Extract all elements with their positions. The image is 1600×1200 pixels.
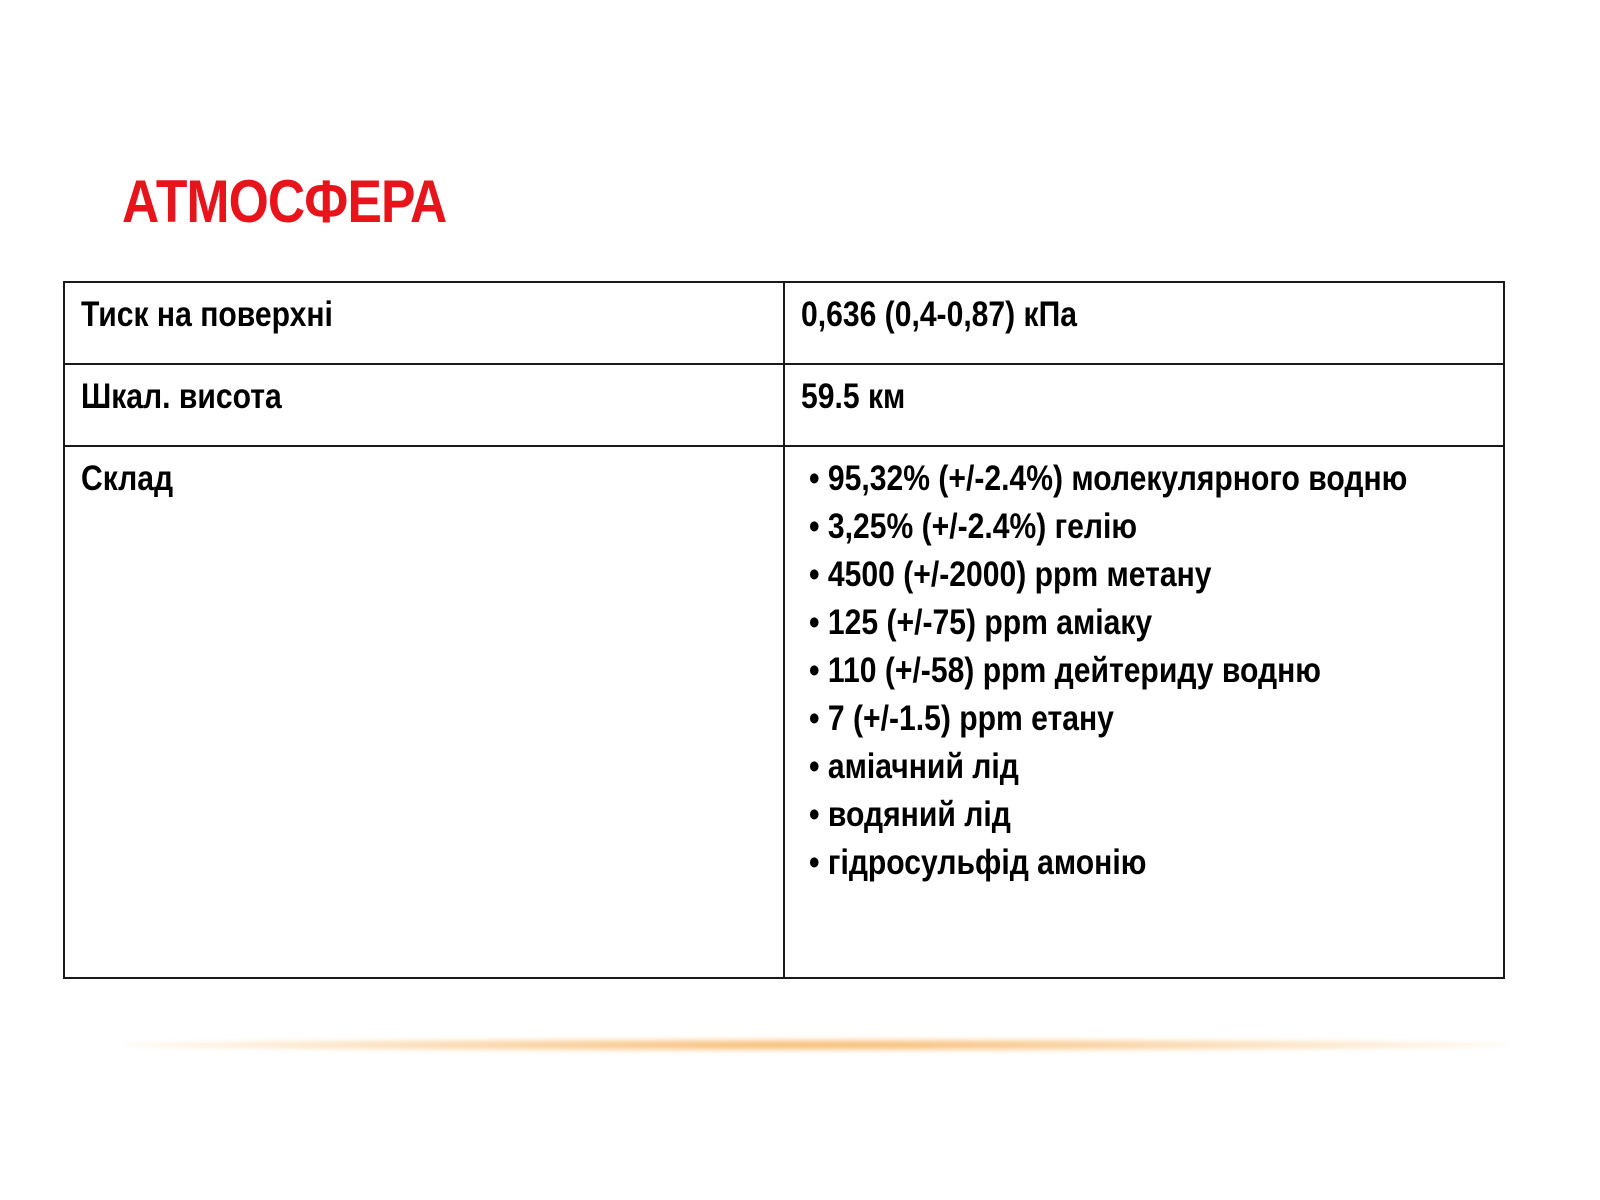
atmosphere-table	[63, 281, 1505, 979]
slide-title: АТМОСФЕРА	[122, 168, 447, 235]
bullet-icon: •	[809, 699, 820, 738]
scale-height-label: Шкал. висота	[81, 377, 282, 416]
table-cell-value	[784, 446, 1504, 978]
table-cell-value	[784, 282, 1504, 364]
composition-list	[801, 459, 1487, 891]
bullet-icon: •	[809, 651, 820, 690]
bullet-icon: •	[809, 507, 820, 546]
bullet-icon: •	[809, 603, 820, 642]
bullet-icon: •	[809, 747, 820, 786]
list-item: • 125 (+/-75) ppm аміаку	[809, 603, 1153, 642]
list-item: • 7 (+/-1.5) ppm етану	[809, 699, 1114, 738]
table-cell-label	[64, 364, 784, 446]
bullet-icon: •	[809, 795, 820, 834]
bullet-icon: •	[809, 459, 820, 498]
table-row-scale-height	[64, 364, 1504, 446]
table-row-composition	[64, 446, 1504, 978]
decorative-divider	[120, 1038, 1510, 1052]
table-cell-label	[64, 282, 784, 364]
scale-height-value: 59.5 км	[801, 377, 906, 416]
composition-label: Склад	[81, 459, 174, 498]
list-item: • 4500 (+/-2000) ppm метану	[809, 555, 1212, 594]
list-item: • 95,32% (+/-2.4%) молекулярного водню	[809, 459, 1408, 498]
table-cell-value	[784, 364, 1504, 446]
list-item: • гідросульфід амонію	[809, 843, 1147, 882]
pressure-value: 0,636 (0,4-0,87) кПа	[801, 295, 1077, 334]
list-item: • аміачний лід	[809, 747, 1019, 786]
list-item: • 110 (+/-58) ppm дейтериду водню	[809, 651, 1321, 690]
list-item: • водяний лід	[809, 795, 1011, 834]
bullet-icon: •	[809, 555, 820, 594]
table-row-pressure	[64, 282, 1504, 364]
list-item: • 3,25% (+/-2.4%) гелію	[809, 507, 1138, 546]
pressure-label: Тиск на поверхні	[81, 295, 333, 334]
bullet-icon: •	[809, 843, 820, 882]
table-cell-label	[64, 446, 784, 978]
